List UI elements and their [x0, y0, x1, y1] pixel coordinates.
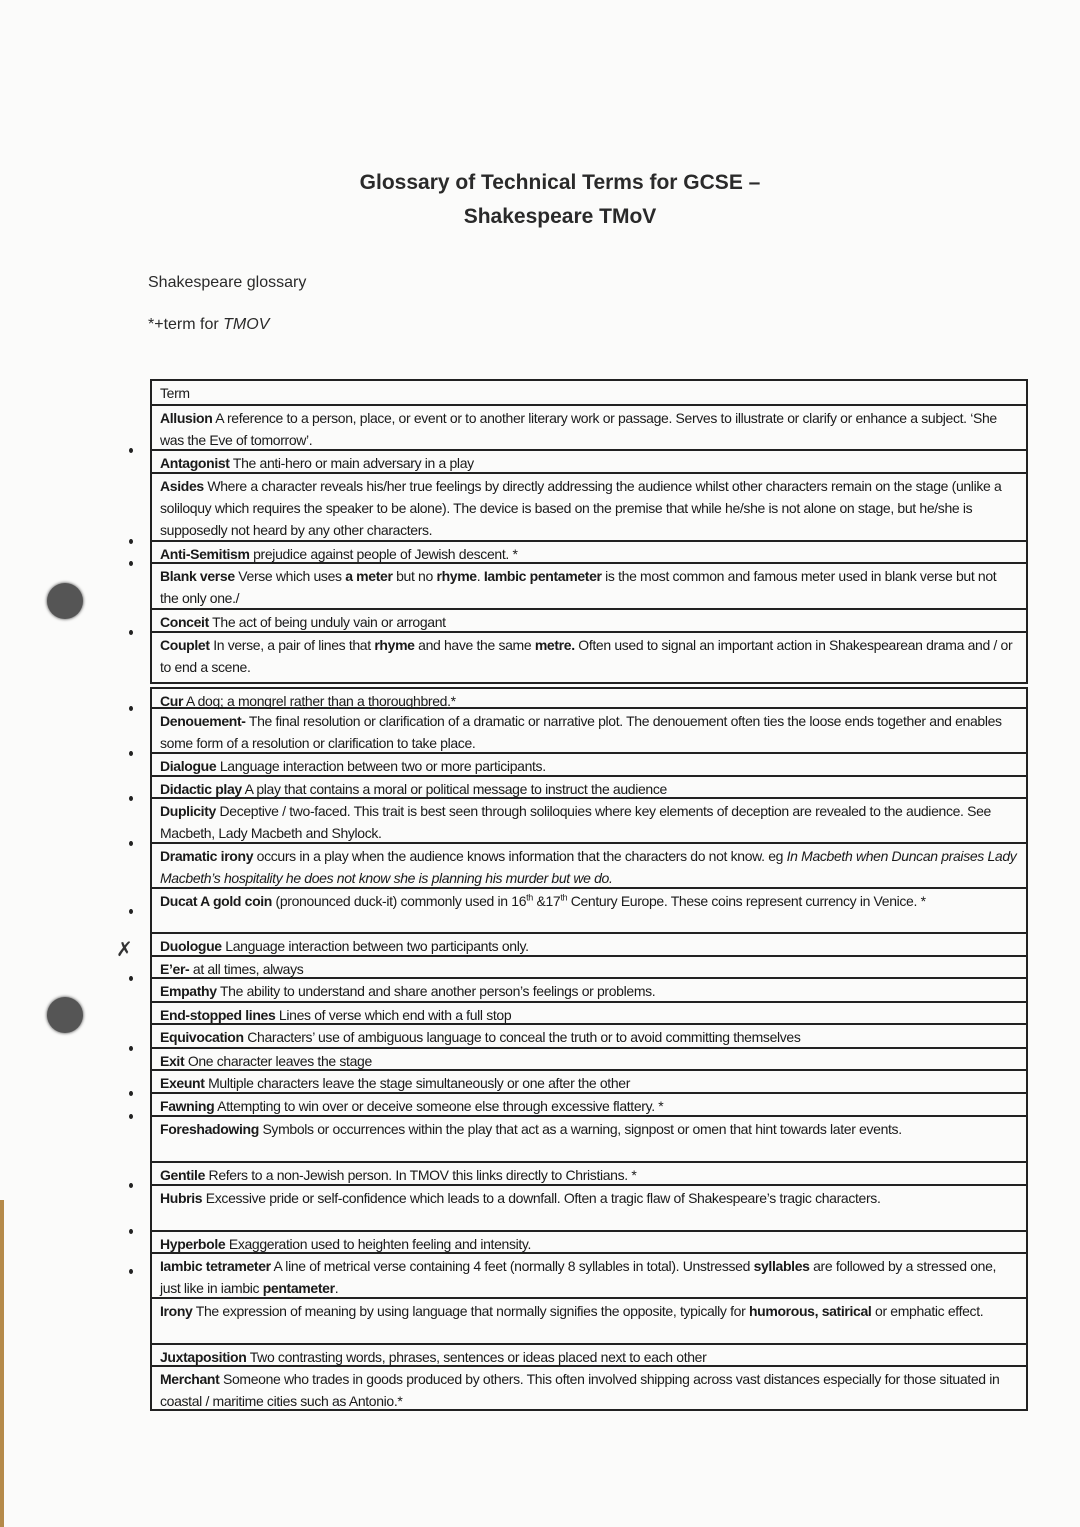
term-name: Iambic tetrameter: [160, 1258, 271, 1274]
term-name: Exit: [160, 1053, 185, 1069]
term-name: Denouement-: [160, 713, 246, 729]
punch-hole-icon: [47, 997, 83, 1033]
term-definition: (pronounced duck-it) commonly used in 16: [272, 893, 527, 909]
term-name: Allusion: [160, 410, 213, 426]
margin-bullet-icon: [129, 1046, 133, 1051]
term-name: Juxtaposition: [160, 1349, 247, 1365]
table-row: [150, 1367, 1028, 1411]
term-definition: Multiple characters leave the stage simultaneously or one after the other: [204, 1075, 631, 1091]
term-name: Couplet: [160, 637, 210, 653]
term-name: Duplicity: [160, 803, 216, 819]
table-row: [150, 406, 1028, 451]
term-definition: Century Europe. These coins represent currency in Venice. *: [567, 893, 926, 909]
term-definition: A line of metrical verse containing 4 feet (normally 8 syllables in total). Unstressed: [270, 1258, 754, 1274]
margin-bullet-icon: [129, 841, 133, 846]
table-row: [150, 979, 1028, 1003]
term-name: humorous,: [748, 1303, 819, 1319]
table-row: [150, 687, 1028, 709]
margin-bullet-icon: [129, 909, 133, 914]
term-definition: In verse, a pair of lines that: [209, 637, 375, 653]
table-row: [150, 1186, 1028, 1232]
term-name: Asides: [160, 478, 204, 494]
term-definition: and have the same: [414, 637, 535, 653]
term-definition: .: [334, 1280, 339, 1296]
term-definition: .: [476, 568, 484, 584]
term-definition: A reference to a person, place, or event or to another literary work or passage. Serves to illustrate or clarify or enhance a subject. ‘She was the Eve of tomorrow’.: [160, 410, 997, 448]
punch-hole-icon: [47, 583, 83, 619]
table-row: [150, 633, 1028, 684]
term-name: rhyme: [374, 637, 415, 653]
term-definition: Symbols or occurrences within the play that act as a warning, signpost or omen that hint towards later events.: [258, 1121, 902, 1137]
note-prefix: *+term for: [148, 316, 224, 333]
term-name: Antagonist: [160, 455, 230, 471]
note-italic: TMOV: [223, 316, 270, 333]
table-row: [150, 1163, 1028, 1186]
term-name: Foreshadowing: [160, 1121, 259, 1137]
term-definition: prejudice against people of Jewish descent. *: [249, 546, 518, 562]
term-definition: Someone who trades in goods produced by others. This often involved shipping across vast distances especially for those situated in coastal / maritime cities such as Antonio.*: [160, 1371, 1000, 1409]
term-name: Fawning: [160, 1098, 215, 1114]
term-name: metre.: [534, 637, 575, 653]
table-row: [150, 777, 1028, 799]
term-definition: is the most common and famous meter used in blank verse but not the only one./: [160, 568, 997, 606]
term-definition: Two contrasting words, phrases, sentences or ideas placed next to each other: [246, 1349, 707, 1365]
term-name: Exeunt: [160, 1075, 205, 1091]
term-definition: The expression of meaning by using language that normally signifies the opposite, typically for: [192, 1303, 749, 1319]
term-definition: occurs in a play when the audience knows information that the characters do not know. eg: [253, 848, 787, 864]
term-definition: th: [560, 892, 568, 903]
term-name: Conceit: [160, 614, 209, 630]
term-definition: Attempting to win over or deceive someone else through excessive flattery. *: [214, 1098, 664, 1114]
term-name: pentameter: [262, 1280, 335, 1296]
term-name: Ducat A gold coin: [160, 893, 273, 909]
margin-bullet-icon: [129, 1091, 133, 1096]
term-definition: The ability to understand and share another person’s feelings or problems.: [216, 983, 656, 999]
term-definition: The final resolution or clarification of a dramatic or narrative plot. The denouement often ties the loose ends together and enables some form of a resolution or clarification to take place.: [160, 713, 1002, 751]
term-definition: Language interaction between two participants only.: [221, 938, 529, 954]
term-definition: A play that contains a moral or political message to instruct the audience: [241, 781, 667, 797]
term-name: Dialogue: [160, 758, 217, 774]
margin-bullet-icon: [129, 630, 133, 635]
page-title: [0, 166, 1080, 234]
table-row: [150, 934, 1028, 957]
table-row: [150, 709, 1028, 754]
term-definition: Exaggeration used to heighten feeling and intensity.: [225, 1236, 532, 1252]
margin-bullet-icon: [129, 751, 133, 756]
term-name: Hubris: [160, 1190, 203, 1206]
term-definition: Excessive pride or self-confidence which leads to a downfall. Often a tragic flaw of Shakespeare’s tragic characters.: [202, 1190, 881, 1206]
table-row: [150, 564, 1028, 610]
term-name: E’er-: [160, 961, 190, 977]
table-row: [150, 1003, 1028, 1025]
term-name: Merchant: [160, 1371, 220, 1387]
term-definition: A dog; a mongrel rather than a thoroughbred.*: [183, 693, 456, 709]
term-name: a meter: [345, 568, 393, 584]
table-row: [150, 754, 1028, 777]
term-definition: Language interaction between two or more participants.: [216, 758, 546, 774]
term-definition: Often used to signal an important action in Shakespearean drama and / or to end a scene.: [160, 637, 1013, 675]
margin-bullet-icon: [129, 976, 133, 981]
term-name: Blank verse: [160, 568, 235, 584]
table-header: Term: [150, 381, 1028, 406]
term-name: Cur: [160, 693, 184, 709]
table-row: [150, 610, 1028, 633]
term-name: Didactic play: [160, 781, 242, 797]
term-definition: Verse which uses: [234, 568, 346, 584]
margin-bullet-icon: [129, 1269, 133, 1274]
term-definition: &17: [532, 893, 561, 909]
term-name: Gentile: [160, 1167, 206, 1183]
table-row: [150, 1049, 1028, 1071]
title-line-2: Shakespeare TMoV: [463, 205, 657, 228]
term-name: Iambic pentameter: [483, 568, 602, 584]
margin-bullet-icon: [129, 539, 133, 544]
term-definition: Characters’ use of ambiguous language to conceal the truth or to avoid committing themselves: [243, 1029, 801, 1045]
table-row: [150, 1254, 1028, 1299]
term-definition: One character leaves the stage: [184, 1053, 372, 1069]
table-row: [150, 1345, 1028, 1367]
table-row: [150, 889, 1028, 934]
term-name: End-stopped lines: [160, 1007, 276, 1023]
term-name: Hyperbole: [160, 1236, 226, 1252]
table-row: [150, 844, 1028, 889]
term-definition: are followed by a stressed one, just like in iambic: [160, 1258, 997, 1296]
term-definition: Lines of verse which end with a full stop: [275, 1007, 512, 1023]
term-name: Dramatic irony: [160, 848, 254, 864]
term-definition: at all times, always: [189, 961, 304, 977]
term-definition: th: [526, 892, 533, 903]
term-name: satirical: [821, 1303, 872, 1319]
table-row: [150, 799, 1028, 844]
table-row: [150, 957, 1028, 979]
table-row: [150, 451, 1028, 474]
margin-bullet-icon: [129, 1183, 133, 1188]
term-definition: Where a character reveals his/her true feelings by directly addressing the audience whilst other characters remain on the stage (unlike a soliloquy which requires the speaker to be alone). The device is based on the premise that while he/she is not alone on stage, but he/she is supposedly not heard by any other characters.: [160, 478, 1002, 538]
table-row: [150, 1117, 1028, 1163]
table-row: [150, 1094, 1028, 1117]
term-name: rhyme: [436, 568, 477, 584]
table-row: [150, 1071, 1028, 1094]
table-row: [150, 1232, 1028, 1254]
margin-bullet-icon: [129, 448, 133, 453]
margin-bullet-icon: [129, 561, 133, 566]
term-name: Irony: [160, 1303, 193, 1319]
term-definition: The anti-hero or main adversary in a play: [229, 455, 474, 471]
margin-bullet-icon: [129, 796, 133, 801]
term-definition: Refers to a non-Jewish person. In TMOV this links directly to Christians. *: [205, 1167, 637, 1183]
table-row: [150, 474, 1028, 542]
term-definition: The act of being unduly vain or arrogant: [208, 614, 446, 630]
term-name: Anti-Semitism: [160, 546, 250, 562]
subtitle: Shakespeare glossary: [148, 274, 307, 291]
term-name: Empathy: [160, 983, 217, 999]
note: [148, 316, 269, 334]
term-definition: or emphatic effect.: [871, 1303, 984, 1319]
page-edge: [0, 1200, 4, 1527]
margin-bullet-icon: [129, 1114, 133, 1119]
term-definition: but no: [392, 568, 437, 584]
title-line-1: Glossary of Technical Terms for GCSE –: [359, 171, 761, 194]
margin-bullet-icon: [129, 706, 133, 711]
term-name: syllables: [753, 1258, 810, 1274]
table-row: [150, 1025, 1028, 1049]
table-row: [150, 542, 1028, 564]
table-row: [150, 1299, 1028, 1345]
term-name: Duologue: [160, 938, 222, 954]
margin-bullet-icon: [129, 1229, 133, 1234]
term-name: Equivocation: [160, 1029, 244, 1045]
handwritten-cross-icon: ✗: [116, 939, 133, 961]
term-definition: In Macbeth when Duncan praises Lady Macbeth’s hospitality he does not know she is planning his murder but we do.: [160, 848, 1017, 886]
term-definition: Deceptive / two-faced. This trait is best seen through soliloquies where key elements of deception are revealed to the audience. See Macbeth, Lady Macbeth and Shylock.: [160, 803, 991, 841]
glossary-table: [150, 379, 1028, 1411]
